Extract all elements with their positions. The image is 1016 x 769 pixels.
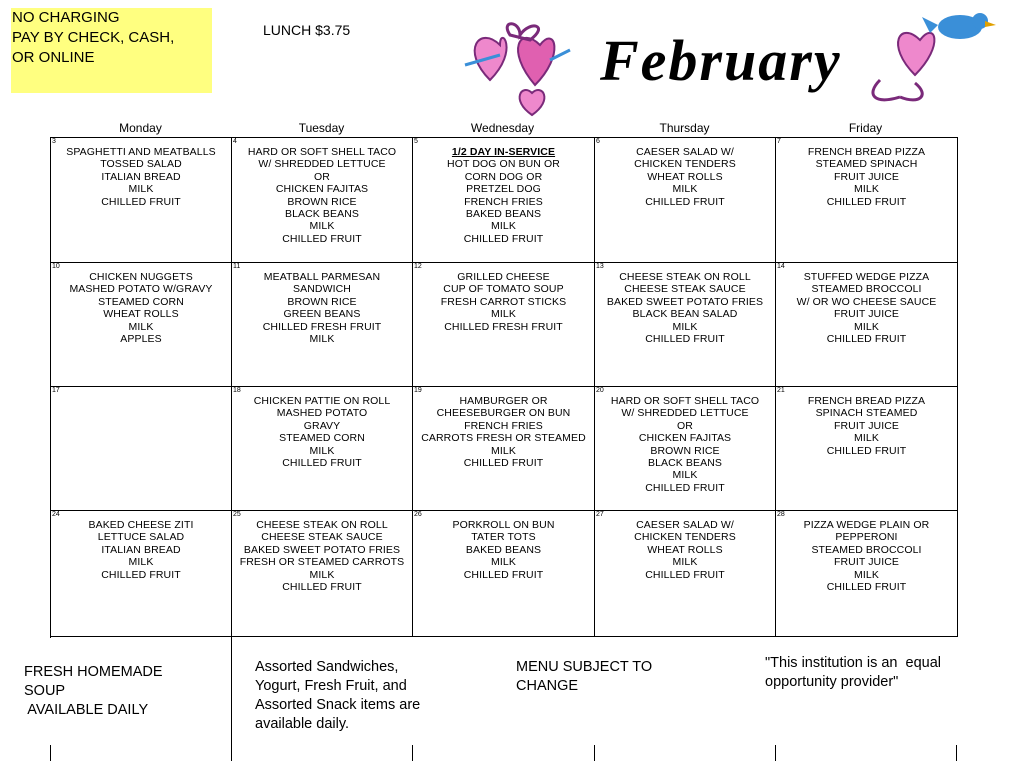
date-number: 5 <box>414 138 418 145</box>
menu-item: CHILLED FRUIT <box>282 232 362 245</box>
subject-note <box>516 658 652 696</box>
menu-item: BLACK BEANS <box>284 208 360 221</box>
day-cell <box>51 138 232 263</box>
assorted-line: Yogurt, Fresh Fruit, and <box>255 678 407 694</box>
assorted-line: Assorted Snack items are <box>255 697 421 713</box>
menu-item: MILK <box>854 320 879 333</box>
menu-item: TATER TOTS <box>471 531 536 544</box>
day-cell <box>232 263 413 387</box>
day-header: Friday <box>848 121 883 135</box>
menu-items <box>776 519 957 593</box>
menu-item: CHILLED FRUIT <box>282 581 362 594</box>
menu-items <box>232 395 412 469</box>
menu-item: CHICKEN NUGGETS <box>89 271 193 283</box>
menu-item: BAKED SWEET POTATO FRIES <box>606 295 764 308</box>
menu-item: FRUIT JUICE <box>833 170 900 183</box>
day-cell <box>413 511 595 637</box>
menu-item: HARD OR SOFT SHELL TACO <box>247 146 397 158</box>
menu-item: MILK <box>854 568 879 581</box>
menu-items <box>413 146 594 245</box>
menu-item: MILK <box>309 333 335 346</box>
date-number: 18 <box>233 387 241 394</box>
menu-item: SPINACH STEAMED <box>815 407 918 420</box>
menu-item: PIZZA WEDGE PLAIN OR <box>803 519 930 531</box>
menu-item: CHILLED FRUIT <box>463 568 544 581</box>
menu-item: LETTUCE SALAD <box>97 531 185 544</box>
footer-divider <box>775 745 776 761</box>
day-cell <box>595 263 776 387</box>
date-number: 25 <box>233 511 241 518</box>
menu-item: FRENCH FRIES <box>464 195 543 208</box>
month-title: February <box>600 28 842 93</box>
notice-line: PAY BY CHECK, CASH, <box>12 29 175 46</box>
assorted-note <box>255 658 420 734</box>
menu-item: W/ SHREDDED LETTUCE <box>621 407 749 420</box>
menu-item: CHICKEN FAJITAS <box>275 183 369 196</box>
menu-item: BAKED BEANS <box>465 543 542 556</box>
menu-items <box>413 395 594 469</box>
menu-item: CARROTS FRESH OR STEAMED <box>421 432 586 445</box>
menu-item: MILK <box>672 183 698 196</box>
menu-item: MILK <box>491 444 516 457</box>
menu-item: BAKED CHEESE ZITI <box>88 519 194 531</box>
menu-item: CHICKEN FAJITAS <box>638 432 732 445</box>
menu-item: CHILLED FRUIT <box>101 195 181 208</box>
menu-item: FRENCH BREAD PIZZA <box>807 146 926 158</box>
day-cell <box>776 138 958 263</box>
menu-item: CHILLED FRUIT <box>463 232 544 245</box>
payment-notice <box>11 8 212 93</box>
footer-divider <box>594 745 595 761</box>
day-cell <box>232 138 413 263</box>
day-cell <box>51 263 232 387</box>
menu-item: CHILLED FRUIT <box>101 568 181 581</box>
day-header: Thursday <box>659 121 710 135</box>
menu-item: CHICKEN TENDERS <box>634 531 736 544</box>
soup-note <box>24 663 163 720</box>
menu-item: STEAMED BROCCOLI <box>811 543 922 556</box>
soup-line: SOUP <box>24 683 66 699</box>
hearts-ribbon-left-icon <box>465 24 570 115</box>
menu-item: MILK <box>309 220 335 233</box>
menu-item: FRESH OR STEAMED CARROTS <box>239 556 405 569</box>
menu-items <box>595 519 775 581</box>
menu-item: STEAMED BROCCOLI <box>811 283 922 296</box>
menu-item: CHILLED FRUIT <box>826 195 907 208</box>
menu-items <box>776 395 957 457</box>
menu-item: FRUIT JUICE <box>833 308 900 321</box>
day-cell <box>232 511 413 637</box>
day-cell <box>595 387 776 511</box>
menu-item: MASHED POTATO <box>276 407 368 420</box>
assorted-line: Assorted Sandwiches, <box>255 659 399 675</box>
date-number: 19 <box>414 387 422 394</box>
menu-item: BLACK BEANS <box>647 457 723 470</box>
menu-item: MILK <box>491 556 516 569</box>
menu-item: PRETZEL DOG <box>466 183 541 196</box>
day-cell <box>776 387 958 511</box>
menu-item: SPAGHETTI AND MEATBALLS <box>66 146 216 158</box>
footer-divider <box>412 745 413 761</box>
date-number: 10 <box>52 263 60 270</box>
menu-item: CHEESEBURGER ON BUN <box>436 407 571 420</box>
menu-item: CAESER SALAD W/ <box>636 146 734 158</box>
menu-item: MILK <box>672 556 698 569</box>
notice-line: OR ONLINE <box>12 49 95 66</box>
date-number: 24 <box>52 511 60 518</box>
menu-items <box>51 271 231 345</box>
day-cell <box>595 511 776 637</box>
menu-item: HAMBURGER OR <box>459 395 548 407</box>
menu-item: HARD OR SOFT SHELL TACO <box>610 395 760 407</box>
menu-item: ITALIAN BREAD <box>101 170 181 183</box>
day-cell <box>595 138 776 263</box>
menu-item: BAKED BEANS <box>465 208 542 221</box>
day-cell <box>776 263 958 387</box>
menu-item: FRENCH FRIES <box>464 419 543 432</box>
menu-item: CHILLED FRESH FRUIT <box>444 320 563 333</box>
menu-items <box>776 146 957 208</box>
menu-item: FRESH CARROT STICKS <box>440 295 567 308</box>
menu-item: CHEESE STEAK SAUCE <box>624 283 746 296</box>
day-cell <box>413 138 595 263</box>
menu-item: MILK <box>128 183 154 196</box>
menu-item: GRILLED CHEESE <box>457 271 550 283</box>
date-number: 13 <box>596 263 604 270</box>
menu-items <box>51 146 231 208</box>
date-number: 14 <box>777 263 785 270</box>
menu-item: FRENCH BREAD PIZZA <box>807 395 926 407</box>
menu-item: HOT DOG ON BUN OR <box>447 158 560 171</box>
assorted-line: available daily. <box>255 716 350 732</box>
menu-item: ITALIAN BREAD <box>101 543 181 556</box>
menu-item: CHICKEN TENDERS <box>634 158 736 171</box>
menu-item: MILK <box>854 183 879 196</box>
date-number: 12 <box>414 263 422 270</box>
menu-item: BROWN RICE <box>650 444 720 457</box>
footer-divider <box>231 637 232 761</box>
menu-item: MILK <box>672 469 698 482</box>
menu-item: PEPPERONI <box>835 531 898 544</box>
menu-item: STUFFED WEDGE PIZZA <box>803 271 930 283</box>
menu-item: CHILLED FRUIT <box>645 481 725 494</box>
menu-item: CHILLED FRUIT <box>826 444 907 457</box>
february-banner <box>460 5 1016 120</box>
menu-item: CHILLED FRUIT <box>282 457 362 470</box>
menu-item: BLACK BEAN SALAD <box>632 308 738 321</box>
menu-item: CHILLED FRUIT <box>826 581 907 594</box>
weekday-headers <box>50 121 957 137</box>
menu-item: WHEAT ROLLS <box>103 308 179 321</box>
subject-line: MENU SUBJECT TO <box>516 659 653 675</box>
subject-line: CHANGE <box>516 678 579 694</box>
day-cell <box>413 263 595 387</box>
menu-item: TOSSED SALAD <box>100 158 182 171</box>
menu-item: MILK <box>854 432 879 445</box>
notice-line: NO CHARGING <box>12 9 120 26</box>
soup-line: FRESH HOMEMADE <box>24 664 163 680</box>
date-number: 20 <box>596 387 604 394</box>
menu-item: CHILLED FRUIT <box>826 333 907 346</box>
menu-item: CHILLED FRUIT <box>463 457 544 470</box>
date-number: 26 <box>414 511 422 518</box>
menu-item: CHILLED FRUIT <box>645 333 725 346</box>
menu-item: GRAVY <box>303 419 341 432</box>
equal-line: "This institution is an equal <box>765 655 942 671</box>
menu-item: MILK <box>128 556 154 569</box>
menu-item: W/ SHREDDED LETTUCE <box>258 158 386 171</box>
soup-line: AVAILABLE DAILY <box>24 702 149 718</box>
menu-items <box>232 519 412 593</box>
date-number: 6 <box>596 138 600 145</box>
menu-calendar-grid <box>50 137 958 638</box>
menu-item: W/ OR WO CHEESE SAUCE <box>796 295 937 308</box>
menu-item: MILK <box>309 568 335 581</box>
menu-item: STEAMED CORN <box>279 432 365 445</box>
menu-item: FRUIT JUICE <box>833 556 900 569</box>
day-cell <box>776 511 958 637</box>
footer-divider <box>956 745 957 761</box>
date-number: 7 <box>777 138 781 145</box>
day-cell <box>51 387 232 511</box>
date-number: 28 <box>777 511 785 518</box>
equal-opportunity-note <box>765 654 941 692</box>
menu-item: CHEESE STEAK ON ROLL <box>256 519 388 531</box>
menu-item: MILK <box>491 220 516 233</box>
menu-item: MILK <box>491 308 516 321</box>
date-number: 17 <box>52 387 60 394</box>
menu-item: CORN DOG OR <box>464 170 543 183</box>
menu-item: BROWN RICE <box>287 195 357 208</box>
day-note: 1/2 DAY IN-SERVICE <box>451 146 556 158</box>
date-number: 4 <box>233 138 237 145</box>
menu-item: CHILLED FRUIT <box>645 568 725 581</box>
menu-item: SANDWICH <box>293 283 351 296</box>
menu-item: FRUIT JUICE <box>833 419 900 432</box>
menu-item: PORKROLL ON BUN <box>452 519 555 531</box>
menu-item: CHEESE STEAK ON ROLL <box>619 271 751 283</box>
menu-item: CHICKEN PATTIE ON ROLL <box>253 395 391 407</box>
menu-item: CHILLED FRESH FRUIT <box>262 320 382 333</box>
menu-item: MEATBALL PARMESAN <box>263 271 381 283</box>
hearts-bird-right-icon <box>873 13 996 100</box>
date-number: 11 <box>233 263 241 270</box>
menu-items <box>595 395 775 494</box>
date-number: 3 <box>52 138 56 145</box>
menu-items <box>232 146 412 245</box>
menu-item: WHEAT ROLLS <box>647 543 723 556</box>
menu-item: OR <box>677 419 693 432</box>
menu-item: CHEESE STEAK SAUCE <box>261 531 383 544</box>
day-header: Tuesday <box>298 121 345 135</box>
menu-items <box>776 271 957 345</box>
menu-items <box>413 271 594 333</box>
menu-item: MILK <box>672 320 698 333</box>
menu-item: CUP OF TOMATO SOUP <box>443 283 564 296</box>
day-cell <box>232 387 413 511</box>
menu-item: OR <box>314 170 330 183</box>
menu-item: CHILLED FRUIT <box>645 195 725 208</box>
day-cell <box>51 511 232 637</box>
menu-items <box>413 519 594 581</box>
menu-items <box>232 271 412 345</box>
menu-items <box>51 519 231 581</box>
menu-item: GREEN BEANS <box>283 308 361 321</box>
menu-item: BAKED SWEET POTATO FRIES <box>243 543 401 556</box>
menu-items <box>595 146 775 208</box>
date-number: 21 <box>777 387 785 394</box>
menu-item: STEAMED CORN <box>98 295 184 308</box>
menu-item: WHEAT ROLLS <box>647 170 723 183</box>
equal-line: opportunity provider" <box>765 674 899 690</box>
menu-item: BROWN RICE <box>287 295 357 308</box>
menu-item: MILK <box>309 444 335 457</box>
day-header: Monday <box>119 121 162 135</box>
menu-item: MASHED POTATO W/GRAVY <box>69 283 213 296</box>
footer-divider <box>50 745 51 761</box>
lunch-price: LUNCH $3.75 <box>263 22 351 38</box>
menu-items <box>595 271 775 345</box>
day-header: Wednesday <box>470 121 535 135</box>
menu-item: MILK <box>128 320 154 333</box>
menu-item: APPLES <box>120 333 162 346</box>
menu-item: CAESER SALAD W/ <box>636 519 734 531</box>
date-number: 27 <box>596 511 604 518</box>
menu-item: STEAMED SPINACH <box>815 158 918 171</box>
day-cell <box>413 387 595 511</box>
